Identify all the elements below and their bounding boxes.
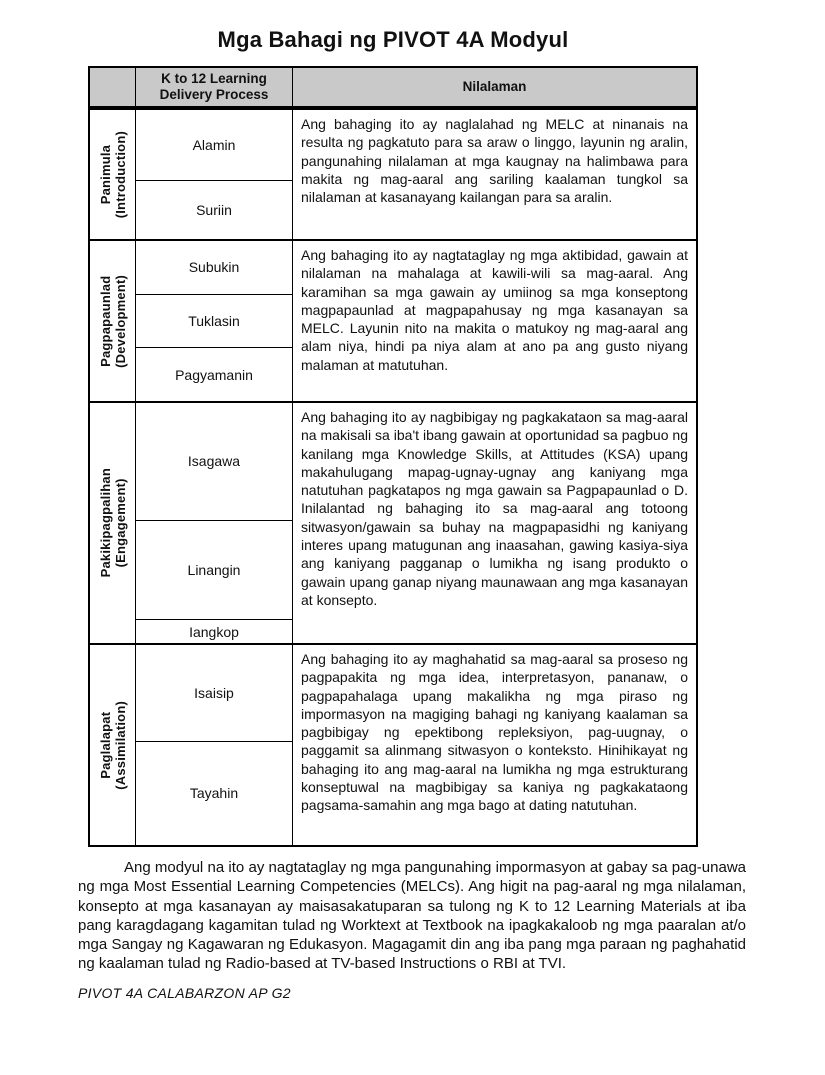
- header-cell-process: K to 12 Learning Delivery Process: [136, 68, 293, 106]
- document-page: [78, 27, 746, 1001]
- section-pagpapaunlad: [90, 239, 696, 401]
- module-description-paragraph: Ang modyul na ito ay nagtataglay ng mga pangunahing impormasyon at gabay sa pag-unawa ng mga Most Essential Learning Competencies (MELCs). Ang higit na pag-aaral ng mga nilalaman, konsepto at mga kasanayan ay maisasakatuparan sa tulong ng K to 12 Learning Materials at iba pang karagdagang kagamitan tulad ng Worktext at Textbook na ipagkakaloob ng mga paaralan at/o mga Sangay ng Kagawaran ng Edukasyon. Magagamit din ang iba pang mga paraan ng paghahatid ng kaalaman tulad ng Radio-based at TV-based Instructions o RBI at TVI.: [78, 859, 746, 973]
- process-row-isagawa: Isagawa: [187, 453, 241, 470]
- stage-label-pagpapaunlad: Pagpapaunlad (Development): [97, 274, 128, 368]
- section-panimula: [90, 108, 696, 239]
- section-paglalapat: [90, 643, 696, 845]
- process-cells-pagpapaunlad: [136, 241, 293, 401]
- module-parts-table: [88, 66, 698, 847]
- process-cells-paglalapat: [136, 645, 293, 845]
- page-footer: PIVOT 4A CALABARZON AP G2: [78, 984, 291, 1001]
- stage-label-pakikipagpalihan: Pakikipagpalihan (Engagement): [97, 468, 128, 578]
- process-row-iangkop: Iangkop: [136, 619, 292, 643]
- header-cell-stage-empty: [90, 68, 136, 106]
- stage-label-panimula: Panimula (Introduction): [97, 130, 128, 219]
- table-header-row: [90, 68, 696, 108]
- content-cell-pakikipagpalihan: Ang bahaging ito ay nagbibigay ng pagkakataon sa mag-aaral na makisali sa iba't ibang gawain at oportunidad sa pagbuo ng kanilang mga Knowledge Skills, at Attitudes (KSA) upang makahulugang mapag-ugnay-ugnay ang kaniyang mga natutuhan pagkatapos ng mga gawain sa Pagpapaunlad o D. Inilalantad ng bahaging ito sa mag-aaral ang totoong sitwasyon/gawain sa buhay na magpapasidhi ng kaniyang interes upang matugunan ang inaasahan, gawing kasiya-siya ang kaniyang pagganap o lumikha ng isang produkto o gawain upang ganap niyang maunawaan ang mga kasanayan at konsepto.: [301, 409, 688, 608]
- process-row-suriin: Suriin: [136, 180, 292, 239]
- process-row-tuklasin: Tuklasin: [136, 294, 292, 348]
- process-cells-pakikipagpalihan: [136, 403, 293, 643]
- process-row-tayahin: Tayahin: [136, 741, 292, 845]
- section-pakikipagpalihan: [90, 401, 696, 643]
- stage-cell-pakikipagpalihan: [90, 403, 136, 643]
- content-cell-panimula: Ang bahaging ito ay naglalahad ng MELC at ninanais na resulta ng pagkatuto para sa araw o linggo, layunin ng aralin, pangunahing nilalaman at mga kaugnay na halimbawa para makita ng mag-aaral ang sariling kaalaman tungkol sa nilalaman at kasanayang kailangan para sa aralin.: [301, 116, 688, 206]
- stage-cell-paglalapat: [90, 645, 136, 845]
- stage-cell-pagpapaunlad: [90, 241, 136, 401]
- content-cell-pagpapaunlad: Ang bahaging ito ay nagtataglay ng mga aktibidad, gawain at nilalaman na mahalaga at kawili-wili sa mag-aaral. Ang karamihan sa mga gawain ay umiinog sa mga konseptong magpapaunlad at magpapahusay ng mga kasanayan sa MELC. Layunin nito na makita o matukoy ng mag-aaral ang alam niya, hindi pa niya alam at ano pa ang gusto niyang malaman at matutuhan.: [301, 247, 688, 373]
- stage-label-paglalapat: Paglalapat (Assimilation): [97, 700, 128, 790]
- process-row-subukin: Subukin: [188, 259, 240, 276]
- stage-cell-panimula: [90, 110, 136, 239]
- process-row-isaisip: Isaisip: [194, 684, 234, 701]
- process-row-linangin: Linangin: [136, 520, 292, 620]
- header-cell-nilalaman: Nilalaman: [462, 79, 527, 94]
- page-title: Mga Bahagi ng PIVOT 4A Modyul: [217, 27, 569, 52]
- process-cells-panimula: [136, 110, 293, 239]
- process-row-pagyamanin: Pagyamanin: [136, 347, 292, 401]
- process-row-alamin: Alamin: [192, 137, 236, 154]
- content-cell-paglalapat: Ang bahaging ito ay maghahatid sa mag-aaral sa proseso ng pagpapakita ng mga idea, interpretasyon, pananaw, o pagpapahalaga upang makalikha ng mga piraso ng impormasyon na magiging bahagi ng kaniyang kaalaman sa pagbibigay ng epektibong repleksiyon, pag-uugnay, o paggamit sa alinmang sitwasyon o konteksto. Hinihikayat ng bahaging ito ang mag-aaral na lumikha ng mga estrukturang konseptuwal na magbibigay sa kaniya ng pagkakataong pagsama-samahin ang mga bago at dating natutuhan.: [301, 651, 688, 814]
